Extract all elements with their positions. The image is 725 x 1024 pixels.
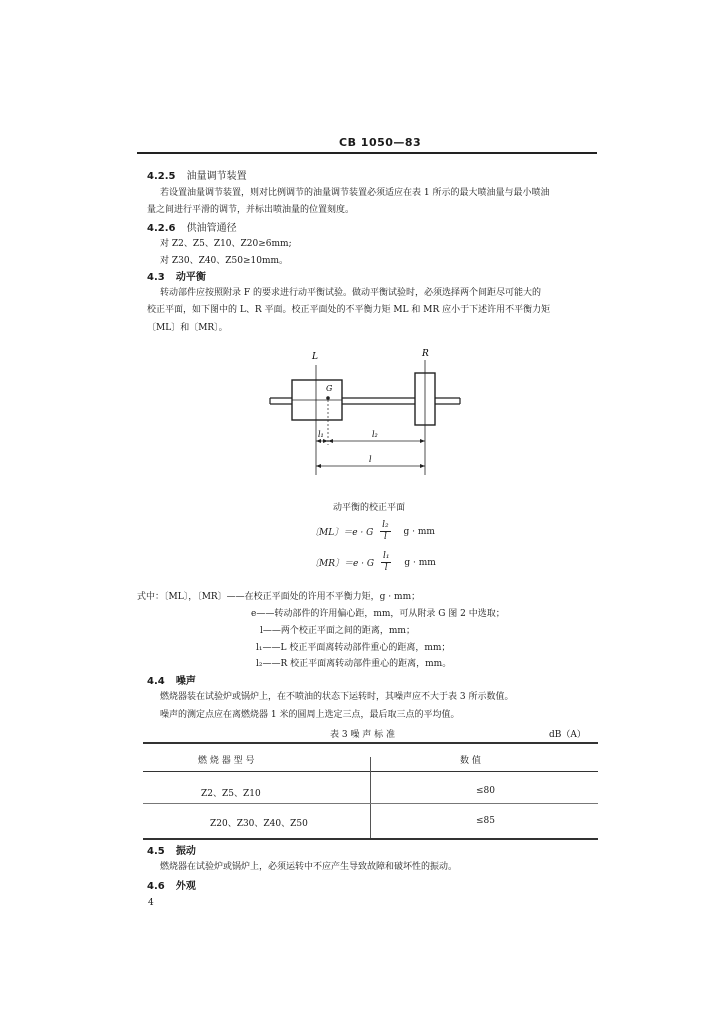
section-4-5-heading bbox=[147, 842, 196, 857]
header-rule bbox=[137, 152, 597, 154]
formula-MR bbox=[310, 551, 436, 574]
fraction-denominator: l bbox=[384, 563, 388, 573]
table-cell-value: ≤85 bbox=[476, 816, 495, 826]
table-unit: dB（A） bbox=[549, 730, 586, 740]
section-number: 4.3 bbox=[147, 272, 165, 283]
paragraph-line: 量之间进行平滑的调节，并标出喷油量的位置刻度。 bbox=[147, 205, 355, 215]
l2-label: l₂ bbox=[372, 430, 378, 439]
section-number: 4.2.5 bbox=[147, 171, 176, 182]
table-row-rule bbox=[143, 803, 598, 804]
table-cell-model: Z20、Z30、Z40、Z50 bbox=[210, 819, 308, 829]
balancing-diagram bbox=[260, 345, 480, 485]
table-header-value: 数 值 bbox=[460, 756, 481, 766]
definition-line: 式中：〔ML〕，〔MR〕——在校正平面处的许用不平衡力矩，g · mm； bbox=[137, 592, 421, 602]
paragraph-line: 转动部件应按照附录 F 的要求进行动平衡试验。做动平衡试验时，必须选择两个间距尽可能大的 bbox=[160, 288, 541, 298]
table-top-rule bbox=[143, 742, 598, 744]
section-4-6-heading bbox=[147, 877, 196, 892]
formula-unit: g · mm bbox=[404, 557, 436, 568]
fraction-numerator: l₁ bbox=[382, 551, 390, 561]
section-title: 振动 bbox=[175, 846, 196, 857]
fraction-denominator: l bbox=[383, 532, 387, 542]
figure-caption: 动平衡的校正平面 bbox=[333, 503, 406, 513]
paragraph-line: 〔ML〕和〔MR〕。 bbox=[147, 323, 228, 333]
paragraph-line: 对 Z30、Z40、Z50≥10mm。 bbox=[160, 256, 289, 266]
section-title: 外观 bbox=[175, 881, 196, 892]
table-header-model: 燃 烧 器 型 号 bbox=[198, 756, 255, 766]
table-column-divider bbox=[370, 757, 371, 839]
paragraph-line: 燃烧器装在试验炉或锅炉上，在不喷油的状态下运转时，其噪声应不大于表 3 所示数值。 bbox=[160, 692, 514, 702]
section-number: 4.5 bbox=[147, 846, 165, 857]
paragraph-line: 校正平面，如下图中的 L、R 平面。校正平面处的不平衡力矩 ML 和 MR 应小于下述许用不平衡力矩 bbox=[147, 305, 551, 315]
plane-L-label: L bbox=[312, 352, 318, 362]
section-title: 油量调节装置 bbox=[186, 171, 247, 182]
formula-lhs: 〔ML〕＝e · G bbox=[310, 528, 374, 538]
page-number: 4 bbox=[148, 898, 154, 908]
section-4-2-6-heading bbox=[147, 219, 237, 234]
formula-lhs: 〔MR〕＝e · G bbox=[310, 559, 375, 569]
fraction-numerator: l₂ bbox=[382, 520, 389, 530]
table-cell-model: Z2、Z5、Z10 bbox=[201, 789, 261, 799]
formula-unit: g · mm bbox=[403, 526, 435, 537]
section-4-3-heading bbox=[147, 268, 206, 283]
paragraph-line: 噪声的测定点应在离燃烧器 1 米的圆周上选定三点，最后取三点的平均值。 bbox=[160, 710, 460, 720]
table-bottom-rule bbox=[143, 838, 598, 840]
table-cell-value: ≤80 bbox=[476, 786, 495, 796]
paragraph-line: 对 Z2、Z5、Z10、Z20≥6mm; bbox=[160, 239, 292, 249]
definition-line: l₂——R 校正平面离转动部件重心的距离，mm。 bbox=[256, 659, 452, 669]
center-of-gravity bbox=[326, 396, 330, 400]
definition-line: l₁——L 校正平面离转动部件重心的距离，mm； bbox=[256, 643, 451, 653]
l1-label: l₁ bbox=[318, 430, 324, 439]
section-4-2-5-heading bbox=[147, 167, 247, 182]
section-title: 供油管通径 bbox=[186, 223, 237, 234]
gravity-label: G bbox=[326, 384, 333, 393]
section-title: 噪声 bbox=[175, 676, 196, 687]
plane-R-label: R bbox=[422, 349, 429, 359]
paragraph-line: 燃烧器在试验炉或锅炉上，必须运转中不应产生导致故障和破坏性的振动。 bbox=[160, 862, 458, 872]
definition-line: e——转动部件的许用偏心距，mm，可从附录 G 图 2 中选取； bbox=[251, 609, 505, 619]
formula-fraction bbox=[381, 551, 392, 574]
document-number: CB 1050—83 bbox=[339, 136, 422, 149]
section-4-4-heading bbox=[147, 672, 196, 687]
formula-ML bbox=[310, 520, 435, 543]
table-title: 表 3 噪 声 标 准 bbox=[330, 730, 396, 740]
paragraph-line: 若设置油量调节装置，则对比例调节的油量调节装置必须适应在表 1 所示的最大喷油量与最小喷油 bbox=[160, 188, 550, 198]
l-label: l bbox=[369, 455, 372, 464]
formula-fraction bbox=[380, 520, 391, 543]
section-number: 4.4 bbox=[147, 676, 165, 687]
section-number: 4.2.6 bbox=[147, 223, 176, 234]
section-title: 动平衡 bbox=[175, 272, 206, 283]
definition-line: l——两个校正平面之间的距离，mm； bbox=[260, 626, 415, 636]
section-number: 4.6 bbox=[147, 881, 165, 892]
